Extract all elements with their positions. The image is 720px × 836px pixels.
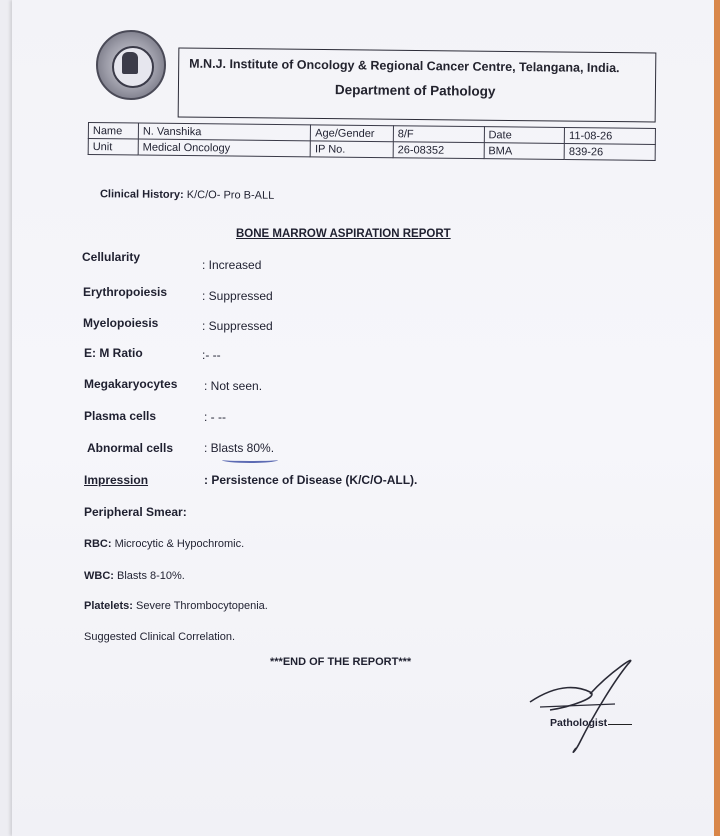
finding-label: E: M Ratio xyxy=(84,346,143,360)
signature-line xyxy=(608,724,632,725)
date-label: Date xyxy=(484,127,565,144)
clinical-history-value: K/C/O- Pro B-ALL xyxy=(186,188,275,202)
platelets-value: Severe Thrombocytopenia. xyxy=(135,600,268,612)
rbc-line xyxy=(84,538,244,550)
pen-underline-mark xyxy=(222,457,278,463)
finding-value: : Suppressed xyxy=(202,289,273,303)
finding-label: Megakaryocytes xyxy=(84,377,178,391)
rbc-label: RBC: xyxy=(84,538,112,550)
ip-value: 26-08352 xyxy=(393,142,484,159)
finding-label: Cellularity xyxy=(82,250,141,264)
signature-scribble xyxy=(520,652,650,762)
ip-label: IP No. xyxy=(310,141,393,158)
pathologist-label: Pathologist xyxy=(550,717,608,729)
finding-value: : Blasts 80%. xyxy=(204,441,275,455)
end-of-report: ***END OF THE REPORT*** xyxy=(270,656,412,668)
finding-value: :- -- xyxy=(202,348,221,362)
wbc-label: WBC: xyxy=(84,570,114,582)
bma-label: BMA xyxy=(484,143,565,160)
peripheral-heading: Peripheral Smear: xyxy=(84,505,187,519)
wbc-value: Blasts 8-10%. xyxy=(117,570,185,582)
unit-value: Medical Oncology xyxy=(138,139,310,157)
suggestion-line: Suggested Clinical Correlation. xyxy=(84,631,236,643)
finding-value: : Persistence of Disease (K/C/O-ALL). xyxy=(204,473,418,487)
rbc-value: Microcytic & Hypochromic. xyxy=(114,538,245,550)
finding-value: : Not seen. xyxy=(204,379,263,393)
report-title: BONE MARROW ASPIRATION REPORT xyxy=(236,228,451,240)
age-gender-value: 8/F xyxy=(393,126,484,143)
platelets-label: Platelets: xyxy=(84,600,133,612)
report-sheet xyxy=(12,0,714,836)
finding-label: Plasma cells xyxy=(84,409,157,423)
name-label: Name xyxy=(88,123,138,140)
date-value: 11-08-26 xyxy=(565,127,656,144)
header-box xyxy=(178,47,657,122)
finding-label: Erythropoiesis xyxy=(83,285,168,299)
patient-info-table xyxy=(88,122,656,161)
logo-emblem-icon xyxy=(122,52,138,74)
clinical-history xyxy=(100,188,274,202)
finding-label: Abnormal cells xyxy=(87,441,174,455)
institute-logo xyxy=(96,30,166,100)
department-name: Department of Pathology xyxy=(334,82,496,99)
institute-name: M.N.J. Institute of Oncology & Regional Cancer Centre, Telangana, India. xyxy=(189,56,620,76)
unit-label: Unit xyxy=(88,139,138,156)
wbc-line xyxy=(84,570,185,582)
finding-value: : Increased xyxy=(202,258,262,272)
finding-value: : - -- xyxy=(204,410,226,424)
finding-label: Myelopoiesis xyxy=(83,316,159,330)
platelets-line xyxy=(84,600,268,612)
age-gender-label: Age/Gender xyxy=(311,125,394,142)
bma-value: 839-26 xyxy=(564,143,655,160)
finding-value: : Suppressed xyxy=(202,319,273,333)
name-value: N. Vanshika xyxy=(138,123,310,141)
clinical-history-label: Clinical History: xyxy=(99,188,184,201)
finding-label: Impression xyxy=(84,473,149,487)
